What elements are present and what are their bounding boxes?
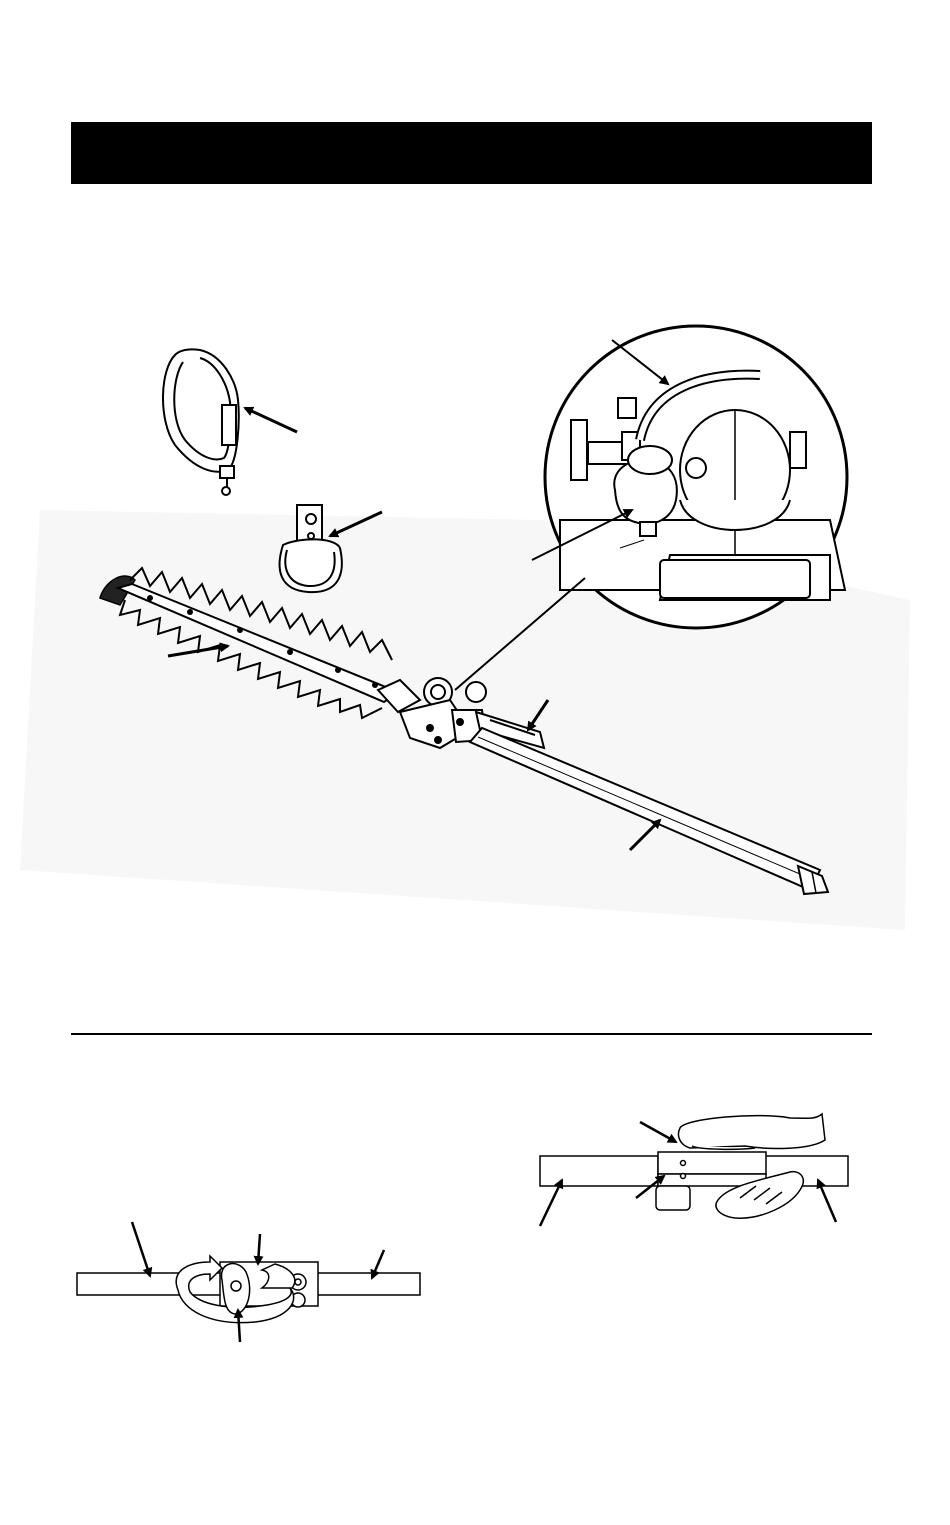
- coupler-diagram-left: [77, 1222, 420, 1342]
- coupler-diagram-right: [540, 1114, 848, 1226]
- hand-top: [678, 1114, 825, 1149]
- coupler-knob-left: [221, 1264, 249, 1314]
- detail-magnifier: [545, 326, 847, 628]
- callout-arrow-strap: [245, 408, 297, 432]
- shoulder-strap-illustration: [163, 349, 239, 495]
- lower-shaft-left: [315, 1273, 420, 1295]
- section-divider-rule: [71, 1033, 872, 1035]
- upper-shaft-right: [540, 1156, 658, 1186]
- upper-shaft-left: [77, 1273, 222, 1295]
